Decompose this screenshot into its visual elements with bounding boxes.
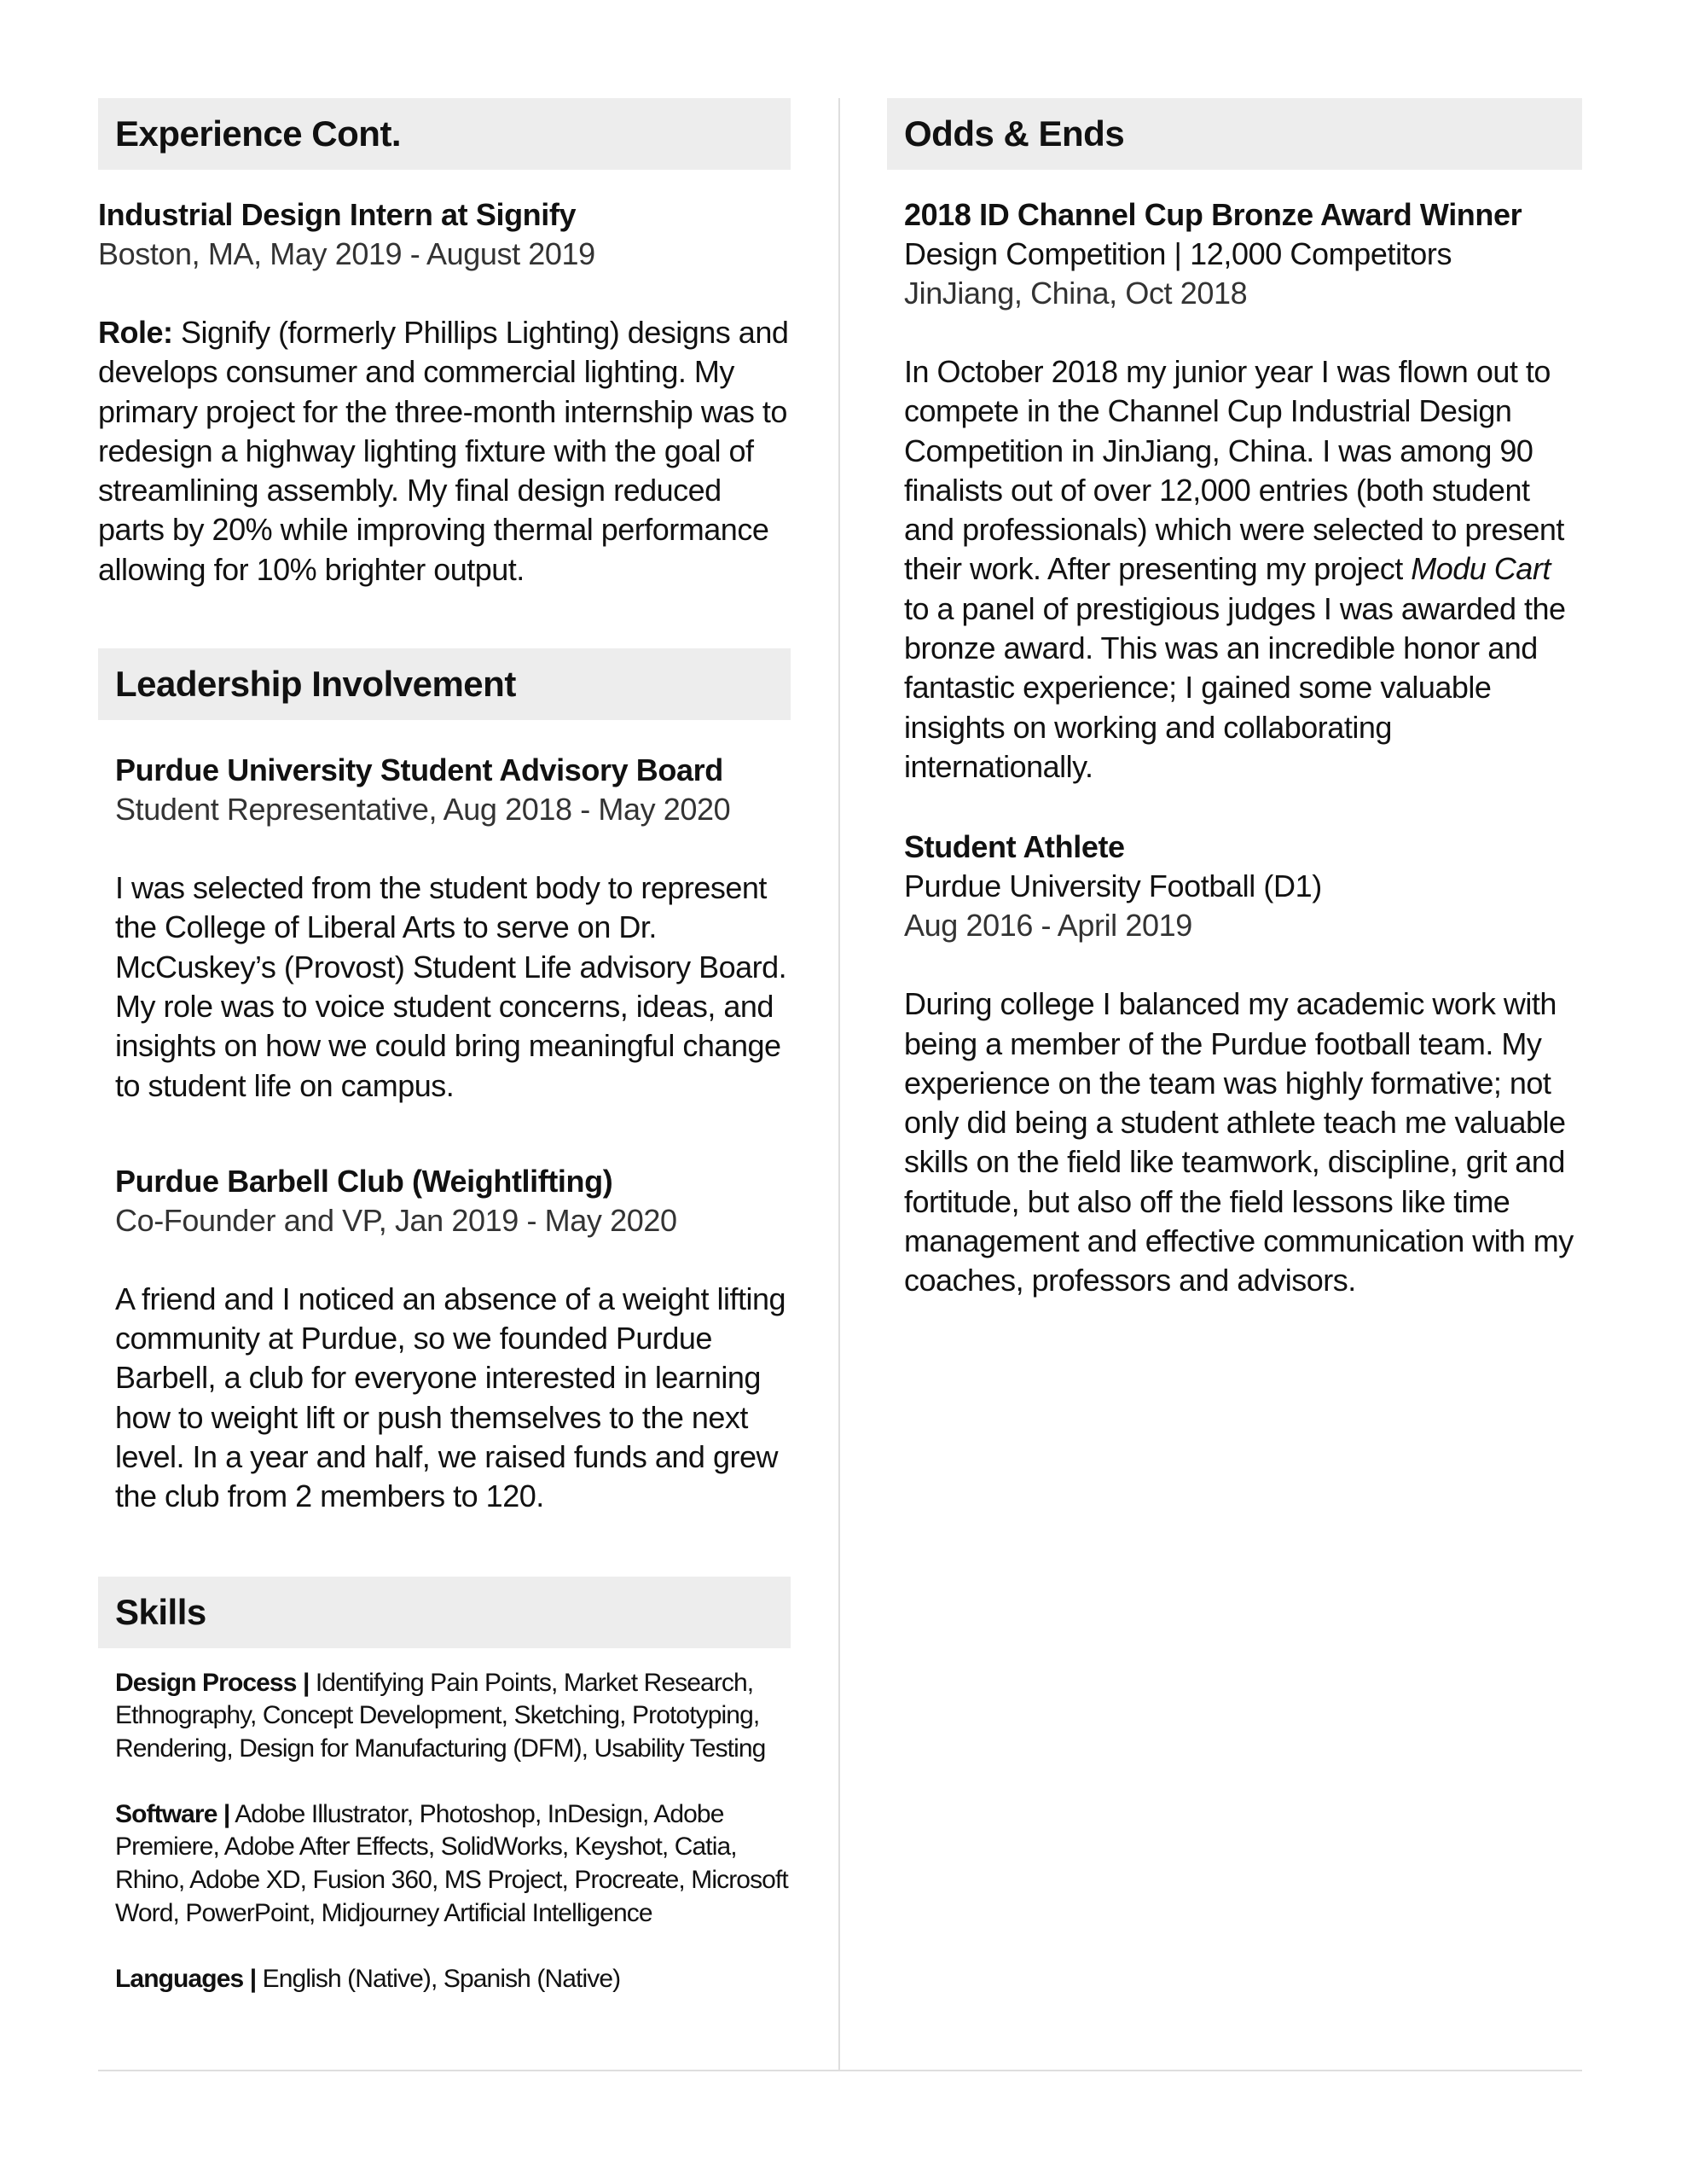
skill-label: Languages |: [115, 1964, 257, 1993]
award-entry: [887, 195, 1582, 787]
award-subtitle: Design Competition | 12,000 Competitors: [904, 236, 1452, 271]
skill-group-languages: [115, 1963, 791, 1996]
skills-header: Skills: [98, 1577, 791, 1648]
leadership-body: I was selected from the student body to represent the College of Liberal Arts to serve on Dr. McCuskey’s (Provost) Student Life advisory Board. My role was to voice student concerns, ideas, and insights on how we could bring meaningful change to student life on campus.: [115, 870, 787, 1103]
skill-label: Software |: [115, 1799, 230, 1828]
leadership-title: Purdue Barbell Club (Weightlifting): [115, 1163, 613, 1199]
leadership-subtitle: Co-Founder and VP, Jan 2019 - May 2020: [115, 1202, 677, 1238]
athlete-entry: [887, 828, 1582, 1300]
skill-text: Adobe Illustrator, Photoshop, InDesign, Adobe Premiere, Adobe After Effects, SolidWorks, Keyshot, Catia, Rhino, Adobe XD, Fusion 360, MS Project, Procreate, Microsoft Word, PowerPoint, Midjourney Artificial Intelligence: [115, 1799, 788, 1927]
right-column: [887, 98, 1582, 1301]
column-divider: [838, 98, 840, 2071]
experience-role: [98, 313, 791, 590]
athlete-title: Student Athlete: [904, 829, 1125, 865]
role-text: Signify (formerly Phillips Lighting) designs and develops consumer and commercial lighting. My primary project for the three-month internship was to redesign a highway lighting fixture with the goal of streamlining assembly. My final design reduced parts by 20% while improving thermal performance allowing for 10% brighter output.: [98, 315, 789, 587]
odds-ends-header: Odds & Ends: [887, 98, 1582, 170]
award-location-date: JinJiang, China, Oct 2018: [904, 276, 1248, 311]
award-body-text: In October 2018 my junior year I was flown out to compete in the Channel Cup Industrial Design Competition in JinJiang, China. I was among 90 finalists out of over 12,000 entries (both student and professionals) which were selected to present their work. After presenting my project: [904, 354, 1564, 587]
leadership-header: Leadership Involvement: [98, 648, 791, 720]
skill-text: Identifying Pain Points, Market Research, Ethnography, Concept Development, Sketching, Prototyping, Rendering, Design for Manufacturing (DFM), Usability Testing: [115, 1668, 766, 1763]
role-label: Role:: [98, 315, 173, 350]
award-body-text: to a panel of prestigious judges I was awarded the bronze award. This was an incredible honor and fantastic experience; I gained some valuable insights on working and collaborating internationally.: [904, 590, 1566, 784]
skill-group-software: [115, 1798, 791, 1931]
athlete-team: Purdue University Football (D1): [904, 868, 1322, 904]
award-body: [904, 352, 1582, 787]
leadership-entry: [98, 751, 791, 1106]
left-column: [98, 98, 791, 1995]
experience-title: Industrial Design Intern at Signify: [98, 197, 577, 232]
bottom-rule: [98, 2070, 1582, 2071]
athlete-dates: Aug 2016 - April 2019: [904, 908, 1192, 944]
leadership-entry: [98, 1162, 791, 1517]
experience-header: Experience Cont.: [98, 98, 791, 170]
leadership-subtitle: Student Representative, Aug 2018 - May 2020: [115, 792, 731, 828]
skill-label: Design Process |: [115, 1668, 310, 1697]
skill-text: English (Native), Spanish (Native): [262, 1964, 621, 1993]
skills-list: [98, 1667, 791, 1996]
skill-group-design: [115, 1667, 791, 1766]
experience-location-dates: Boston, MA, May 2019 - August 2019: [98, 236, 595, 271]
award-title: 2018 ID Channel Cup Bronze Award Winner: [904, 197, 1522, 232]
leadership-body: A friend and I noticed an absence of a weight lifting community at Purdue, so we founded Purdue Barbell, a club for everyone interested in learning how to weight lift or push themselves to the next level. In a year and half, we raised funds and grew the club from 2 members to 120.: [115, 1281, 786, 1514]
project-name: Modu Cart: [1411, 551, 1551, 587]
athlete-body: During college I balanced my academic work with being a member of the Purdue football team. My experience on the team was highly formative; not only did being a student athlete teach me valuable skills on the field like teamwork, discipline, grit and fortitude, but also off the field lessons like time management and effective communication with my coaches, professors and advisors.: [904, 986, 1574, 1298]
leadership-title: Purdue University Student Advisory Board: [115, 752, 723, 788]
